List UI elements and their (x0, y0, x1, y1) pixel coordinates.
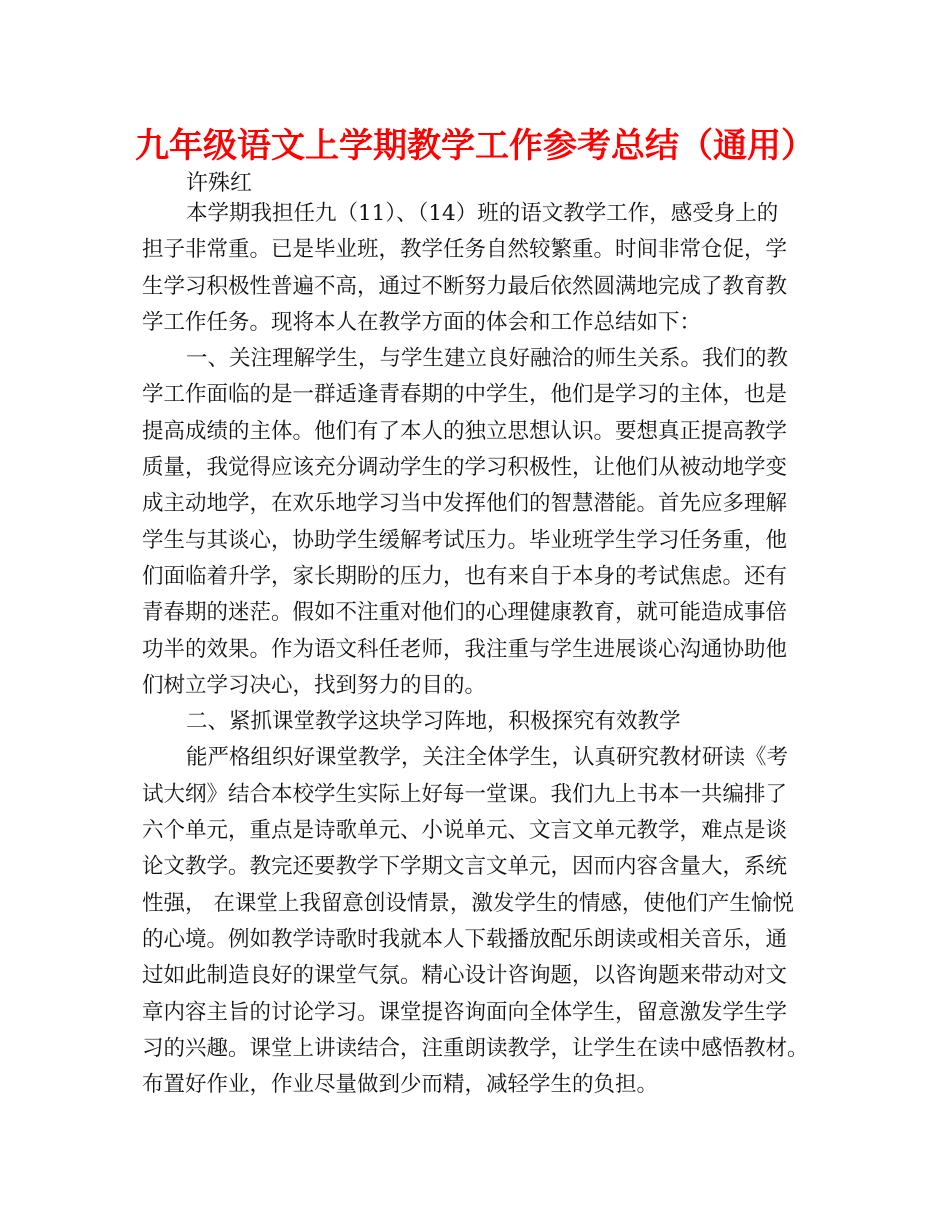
text-line: 过如此制造良好的课堂气氛。精心设计咨询题，以咨询题来带动对文 (142, 963, 788, 989)
text-line: 担子非常重。已是毕业班，教学任务自然较繁重。时间非常仓促，学 (142, 237, 788, 263)
paragraph-section-two (142, 740, 808, 1103)
text-line: 们面临着升学，家长期盼的压力，也有来自于本身的考试焦虑。还有 (142, 563, 788, 589)
text-line: 青春期的迷茫。假如不注重对他们的心理健康教育，就可能造成事倍 (142, 600, 788, 626)
text-line: 学工作面临的是一群适逢青春期的中学生，他们是学习的主体，也是 (142, 382, 788, 408)
text-line: 二、紧抓课堂教学这块学习阵地，积极探究有效教学 (186, 709, 681, 735)
text-line: 的心境。例如教学诗歌时我就本人下载播放配乐朗读或相关音乐，通 (142, 926, 788, 952)
text-line: 质量，我觉得应该充分调动学生的学习积极性，让他们从被动地学变 (142, 455, 788, 481)
paragraph-section-one (142, 341, 808, 704)
text-line: 一、关注理解学生，与学生建立良好融洽的师生关系。我们的教 (186, 346, 789, 372)
text-line: 功半的效果。作为语文科任老师，我注重与学生进展谈心沟通协助他 (142, 636, 788, 662)
paragraph-section-two-heading (142, 704, 808, 740)
text-line: 学工作任务。现将本人在教学方面的体会和工作总结如下： (142, 309, 702, 335)
text-line: 六个单元，重点是诗歌单元、小说单元、文言文单元教学，难点是谈 (142, 818, 788, 844)
text-line: 能严格组织好课堂教学，关注全体学生，认真研究教材研读《考 (186, 745, 789, 771)
text-line: 论文教学。教完还要教学下学期文言文单元，因而内容含量大，系统 (142, 854, 788, 880)
text-line: 习的兴趣。课堂上讲读结合，注重朗读教学，让学生在读中感悟教材。 (142, 1035, 809, 1061)
text-line: 生学习积极性普遍不高，通过不断努力最后依然圆满地完成了教育教 (142, 273, 788, 299)
text-line: 布置好作业，作业尽量做到少而精，减轻学生的负担。 (142, 1072, 659, 1098)
text-line: 本学期我担任九（11）、（14）班的语文教学工作，感受身上的 (186, 201, 779, 226)
document-title: 九年级语文上学期教学工作参考总结（通用） (135, 126, 815, 166)
text-line: 提高成绩的主体。他们有了本人的独立思想认识。要想真正提高教学 (142, 418, 788, 444)
text-line: 章内容主旨的讨论学习。课堂提咨询面向全体学生，留意激发学生学 (142, 999, 788, 1025)
text-line: 试大纲》结合本校学生实际上好每一堂课。我们九上书本一共编排了 (142, 781, 788, 807)
text-line: 性强， 在课堂上我留意创设情景，激发学生的情感，使他们产生愉悦 (142, 890, 794, 916)
document-body (142, 196, 808, 1103)
paragraph-intro (142, 196, 808, 341)
text-line: 学生与其谈心，协助学生缓解考试压力。毕业班学生学习任务重，他 (142, 527, 788, 553)
author-name: 许殊红 (186, 171, 253, 196)
text-line: 成主动地学，在欢乐地学习当中发挥他们的智慧潜能。首先应多理解 (142, 491, 788, 517)
text-line: 们树立学习决心，找到努力的目的。 (142, 672, 487, 698)
